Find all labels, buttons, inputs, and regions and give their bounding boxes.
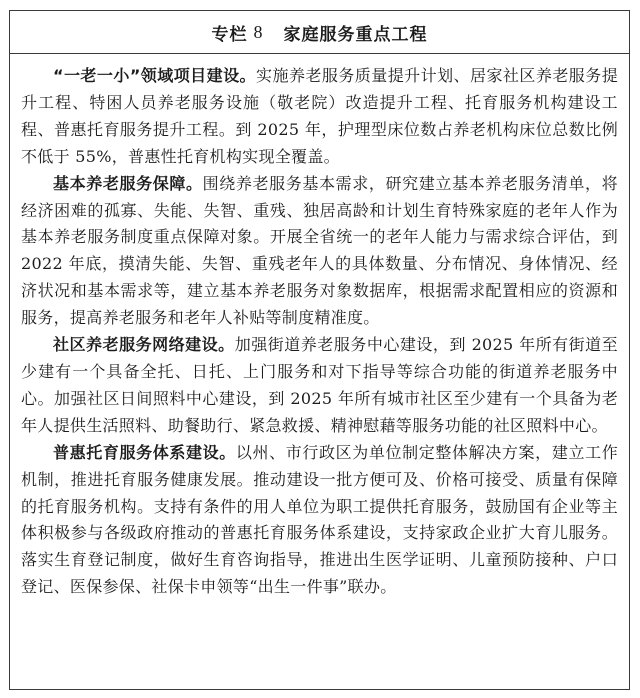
paragraph-body: 加强街道养老服务中心建设，到 2025 年所有街道至少建有一个具备全托、日托、上门服务和对下指导等综合功能的街道养老服务中心。加强社区日间照料中心建设，到 2025 年所有城市社区至少建有一个具备为老年人提供生活照料、助餐助行、紧急救援、精神慰藉等服务功能的社区照料中心。 [21,335,618,435]
paragraph-basic-elderly-care [21,171,618,332]
paragraph-body: 围绕养老服务基本需求，研究建立基本养老服务清单，将经济困难的孤寡、失能、失智、重残、独居高龄和计划生育特殊家庭的老年人作为基本养老服务制度重点保障对象。开展全省统一的老年人能力与需求综合评估，到 2022 年底，摸清失能、失智、重残老年人的具体数量、分布情况、身体情况、经济状况和基本需求等，建立基本养老服务对象数据库，根据需求配置相应的资源和服务，提高养老服务和老年人补贴等制度精准度。 [21,173,618,328]
paragraph-community-elderly-network [21,332,618,440]
paragraph-body: 以州、市行政区为单位制定整体解决方案，建立工作机制，推进托育服务健康发展。推动建设一批方便可及、价格可接受、质量有保障的托育服务机构。支持有条件的用人单位为职工提供托育服务，鼓励国有企业等主体积极参与各级政府推动的普惠托育服务体系建设，支持家政企业扩大育儿服务。落实生育登记制度，做好生育咨询指导，推进出生医学证明、儿童预防接种、户口登记、医保参保、社保卡申领等“出生一件事”联办。 [21,442,618,597]
paragraph-lead: 普惠托育服务体系建设。 [53,442,236,462]
header-number: 8 [253,21,264,42]
feature-box [9,10,630,690]
paragraph-lead: 社区养老服务网络建设。 [53,335,235,355]
box-header [10,11,629,54]
paragraph-body: 实施养老服务质量提升计划、居家社区养老服务提升工程、特困人员养老服务设施（敬老院）改造提升工程、托育服务机构建设工程、普惠托育服务提升工程。到 2025 年，护理型床位数占养老机构床位总数比例不低于 55%，普惠性托育机构实现全覆盖。 [21,66,618,166]
paragraph-childcare-system [21,440,618,601]
header-prefix: 专栏 [211,24,248,45]
paragraph-elderly-child-projects [21,63,618,171]
paragraph-lead: “一老一小”领域项目建设。 [53,66,257,85]
paragraph-lead: 基本养老服务保障。 [53,173,203,193]
box-content [10,54,629,601]
header-title: 家庭服务重点工程 [283,24,428,45]
